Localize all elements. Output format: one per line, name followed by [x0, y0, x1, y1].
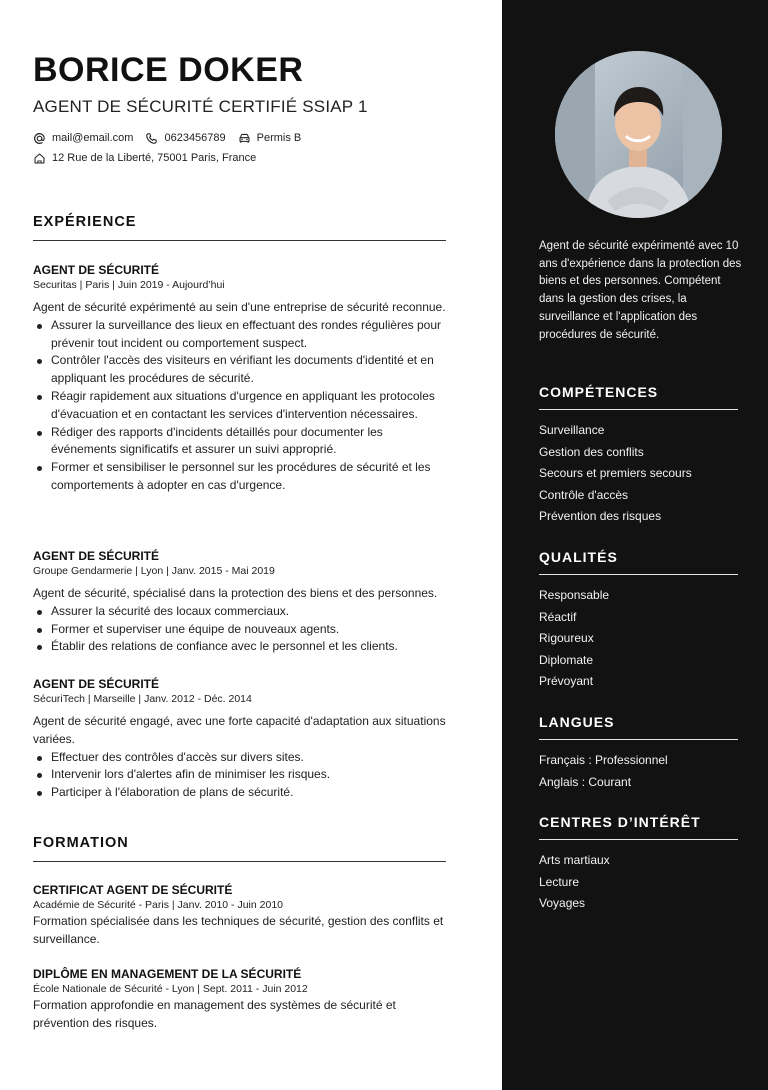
- experience-bullets: [33, 603, 448, 656]
- email-text: mail@email.com: [52, 132, 134, 144]
- experience-heading: EXPÉRIENCE: [33, 213, 446, 241]
- home-icon: [33, 152, 46, 165]
- address-text: 12 Rue de la Liberté, 75001 Paris, France: [52, 152, 257, 164]
- education-title: DIPLÔME EN MANAGEMENT DE LA SÉCURITÉ: [33, 967, 302, 981]
- phone-icon: [145, 132, 158, 145]
- quality-item: Réactif: [539, 609, 577, 624]
- license-item: [238, 130, 302, 146]
- education-meta: Académie de Sécurité - Paris | Janv. 2010 - Juin 2010: [33, 899, 284, 911]
- at-icon: [33, 132, 46, 145]
- bullet-item: Réagir rapidement aux situations d'urgence en appliquant les protocoles d'évacuation et en contactant les services d'intervention nécessaires.: [33, 388, 448, 424]
- bullet-item: Former et superviser une équipe de nouveaux agents.: [33, 621, 448, 639]
- bullet-item: Intervenir lors d'alertes afin de minimiser les risques.: [33, 766, 448, 784]
- experience-description: Agent de sécurité, spécialisé dans la protection des biens et des personnes.: [33, 586, 438, 600]
- address-item: [33, 150, 256, 166]
- education-description: Formation approfondie en management des systèmes de sécurité et prévention des risques.: [33, 998, 396, 1030]
- languages-heading: LANGUES: [539, 713, 738, 740]
- bullet-item: Former et sensibiliser le personnel sur les procédures de sécurité et les comportements à adopter en cas d'urgence.: [33, 459, 448, 495]
- qualities-heading: QUALITÉS: [539, 548, 738, 575]
- interests-list: [539, 850, 610, 915]
- bullet-item: Rédiger des rapports d'incidents détaillés pour documenter les événements significatifs et assurer un suivi approprié.: [33, 424, 448, 460]
- address-row: [33, 150, 268, 166]
- email-item[interactable]: [33, 130, 133, 146]
- candidate-name: BORICE DOKER: [33, 51, 304, 89]
- phone-text: 0623456789: [164, 132, 226, 144]
- car-icon: [238, 132, 251, 145]
- experience-item: [33, 548, 448, 656]
- languages-list: [539, 750, 668, 793]
- experience-bullets: [33, 317, 448, 495]
- education-meta: École Nationale de Sécurité - Lyon | Sept. 2011 - Juin 2012: [33, 983, 308, 995]
- language-item: Français : Professionnel: [539, 753, 668, 767]
- experience-meta: Groupe Gendarmerie | Lyon | Janv. 2015 - Mai 2019: [33, 565, 275, 577]
- bullet-item: Assurer la surveillance des lieux en effectuant des rondes régulières pour prévenir tout incident ou comportement suspect.: [33, 317, 448, 353]
- skills-list: [539, 420, 692, 528]
- experience-title: AGENT DE SÉCURITÉ: [33, 263, 160, 277]
- skill-item: Contrôle d'accès: [539, 487, 629, 502]
- education-item: [33, 882, 448, 949]
- education-description: Formation spécialisée dans les techniques de sécurité, gestion des conflits et surveillance.: [33, 914, 444, 946]
- bullet-item: Assurer la sécurité des locaux commerciaux.: [33, 603, 448, 621]
- bullet-item: Participer à l'élaboration de plans de sécurité.: [33, 784, 448, 802]
- skill-item: Secours et premiers secours: [539, 466, 692, 481]
- education-title: CERTIFICAT AGENT DE SÉCURITÉ: [33, 883, 233, 897]
- qualities-list: [539, 585, 609, 693]
- phone-item[interactable]: [145, 130, 225, 146]
- experience-title: AGENT DE SÉCURITÉ: [33, 677, 160, 691]
- education-heading: FORMATION: [33, 834, 446, 862]
- education-item: [33, 966, 448, 1033]
- skill-item: Prévention des risques: [539, 509, 662, 524]
- experience-meta: SécuriTech | Marseille | Janv. 2012 - Déc. 2014: [33, 693, 252, 705]
- profile-summary: Agent de sécurité expérimenté avec 10 ans d'expérience dans la protection des biens et des personnes. Compétent dans la gestion des crises, la surveillance et l'application des procédures de sécurité.: [539, 240, 742, 341]
- bullet-item: Effectuer des contrôles d'accès sur divers sites.: [33, 749, 448, 767]
- skills-heading: COMPÉTENCES: [539, 383, 738, 410]
- experience-meta: Securitas | Paris | Juin 2019 - Aujourd’hui: [33, 279, 225, 291]
- quality-item: Diplomate: [539, 652, 594, 667]
- quality-item: Prévoyant: [539, 674, 594, 689]
- job-title: AGENT DE SÉCURITÉ CERTIFIÉ SSIAP 1: [33, 97, 368, 116]
- experience-bullets: [33, 749, 448, 802]
- interest-item: Voyages: [539, 896, 586, 911]
- interests-heading: CENTRES D’INTÉRÊT: [539, 813, 738, 840]
- quality-item: Rigoureux: [539, 631, 594, 646]
- experience-item: [33, 676, 448, 802]
- quality-item: Responsable: [539, 588, 610, 602]
- bullet-item: Établir des relations de confiance avec le personnel et les clients.: [33, 638, 448, 656]
- license-text: Permis B: [256, 132, 302, 144]
- profile-photo: [555, 51, 722, 218]
- language-item: Anglais : Courant: [539, 774, 632, 789]
- experience-description: Agent de sécurité expérimenté au sein d'une entreprise de sécurité reconnue.: [33, 300, 446, 314]
- experience-description: Agent de sécurité engagé, avec une forte capacité d'adaptation aux situations variées.: [33, 714, 446, 746]
- person-portrait-icon: [555, 51, 722, 218]
- interest-item: Lecture: [539, 874, 580, 889]
- skill-item: Surveillance: [539, 423, 605, 437]
- experience-title: AGENT DE SÉCURITÉ: [33, 549, 160, 563]
- bullet-item: Contrôler l'accès des visiteurs en vérifiant les documents d'identité et en appliquant les procédures de sécurité.: [33, 352, 448, 388]
- skill-item: Gestion des conflits: [539, 444, 644, 459]
- interest-item: Arts martiaux: [539, 853, 610, 867]
- contact-row: [33, 130, 313, 146]
- experience-item: [33, 262, 448, 495]
